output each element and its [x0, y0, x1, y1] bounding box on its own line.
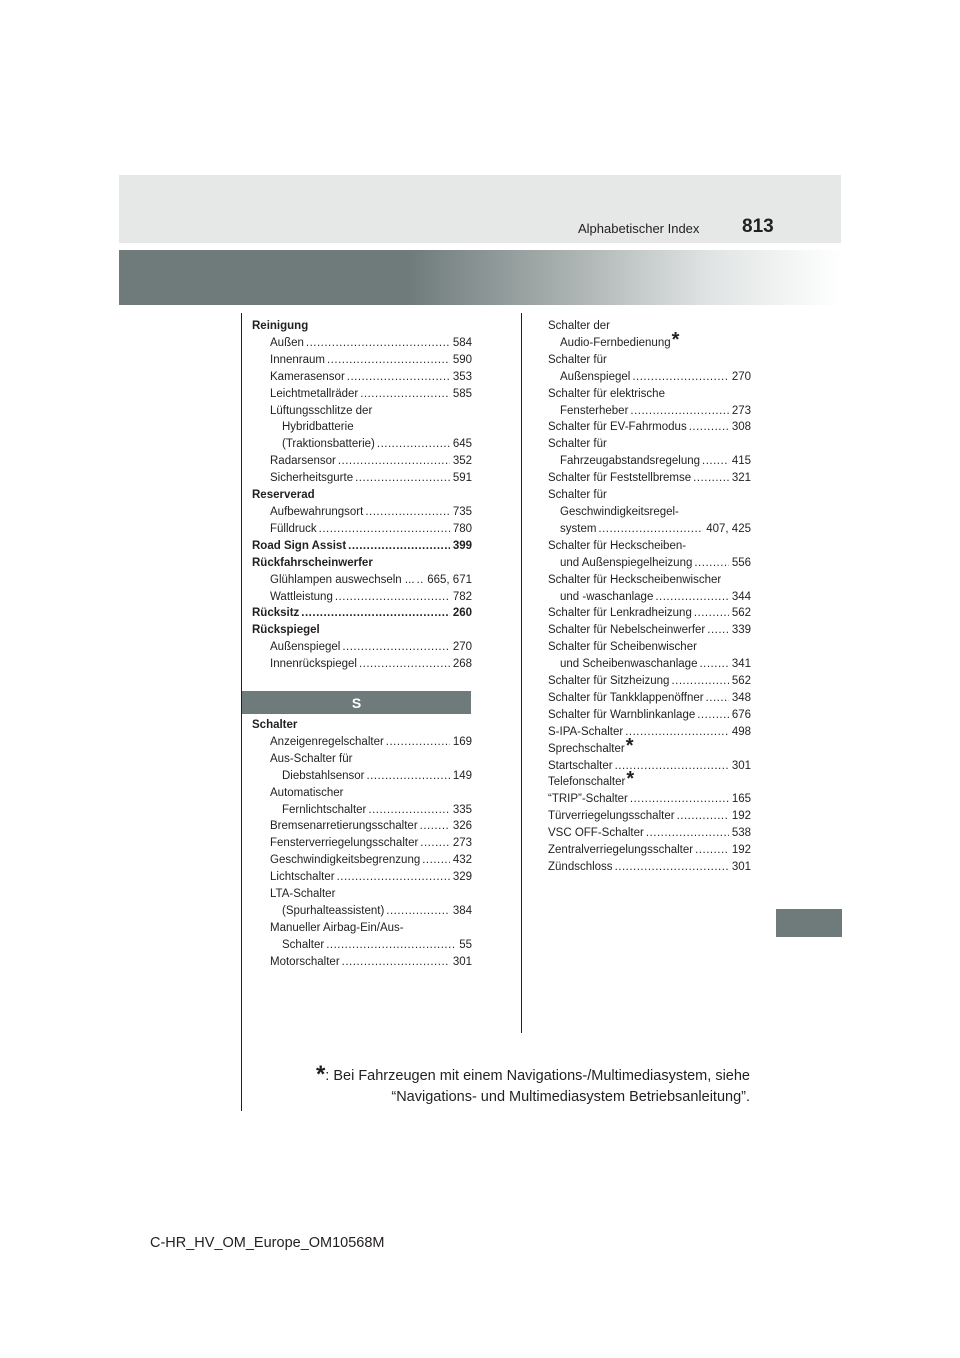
- dot-leader: [359, 656, 450, 673]
- index-entry-page: 301: [452, 955, 472, 968]
- dot-leader: [337, 869, 450, 886]
- dot-leader: [420, 818, 450, 835]
- dot-leader: [677, 808, 729, 825]
- index-entry-page: 348: [731, 691, 751, 704]
- index-entry-term: Schalter für Sitzheizung: [548, 675, 670, 688]
- index-entry-term: Zentralverriegelungsschalter: [548, 844, 694, 857]
- index-entry-page: 270: [731, 370, 751, 383]
- dot-leader: [355, 470, 450, 487]
- dot-leader: [695, 842, 729, 859]
- footnote-line-1: : Bei Fahrzeugen mit einem Navigations-/Multimediasystem, siehe: [325, 1068, 750, 1084]
- footnote: [270, 1061, 750, 1108]
- index-entry-term: Leichtmetallräder: [270, 387, 359, 400]
- index-entry: [548, 487, 751, 504]
- dot-leader: [706, 690, 729, 707]
- dot-leader: [306, 335, 450, 352]
- dot-leader: [366, 768, 449, 785]
- dot-leader: [386, 734, 450, 751]
- index-entry-term: Rückspiegel: [252, 624, 320, 637]
- dot-leader: [327, 352, 450, 369]
- index-entry-page: 780: [452, 522, 472, 535]
- footnote-line-2: “Navigations- und Multimediasystem Betriebsanleitung”.: [391, 1089, 750, 1105]
- index-entry: [548, 825, 751, 842]
- index-entry-page: 591: [452, 472, 472, 485]
- index-entry: [548, 419, 751, 436]
- index-entry: [252, 886, 472, 903]
- index-entry-page: 538: [731, 827, 751, 840]
- index-entry: [252, 386, 472, 403]
- index-entry-term: Schalter der: [548, 320, 611, 332]
- index-entry-page: 735: [452, 505, 472, 518]
- index-entry-term: Sprechschalter: [548, 742, 625, 755]
- index-group-s-continued: [548, 318, 751, 876]
- index-entry-term: Aus-Schalter für: [270, 752, 353, 765]
- index-entry: [548, 673, 751, 690]
- index-entry-term: Schalter für: [548, 438, 607, 451]
- index-entry: [548, 352, 751, 369]
- index-entry: [252, 639, 472, 656]
- index-entry-term: Hybridbatterie: [282, 421, 354, 434]
- dot-leader: [347, 369, 450, 386]
- index-entry-term: Reinigung: [252, 320, 309, 332]
- index-entry-page: 415: [731, 455, 751, 468]
- index-entry: [548, 538, 751, 555]
- index-entry: [548, 436, 751, 453]
- index-entry: [252, 419, 472, 436]
- index-entry: [252, 852, 472, 869]
- index-entry: [252, 318, 472, 335]
- dot-leader: [625, 724, 729, 741]
- index-entry-page: 562: [731, 675, 751, 688]
- index-entry: [252, 555, 472, 572]
- index-entry-term: Schalter für Nebelscheinwerfer: [548, 624, 706, 637]
- index-entry-term: “TRIP”-Schalter: [548, 793, 628, 806]
- index-entry-term: Manueller Airbag-Ein/Aus-: [270, 921, 404, 934]
- dot-leader: [707, 622, 729, 639]
- index-entry-term: Schalter für Scheibenwischer: [548, 641, 697, 654]
- dot-leader: [348, 538, 450, 555]
- index-entry-page: 399: [452, 539, 472, 552]
- index-entry-term: und -waschanlage: [560, 590, 654, 603]
- index-entry: [548, 758, 751, 775]
- index-entry: [548, 656, 751, 673]
- index-group-s: [252, 717, 472, 971]
- index-entry-term: Schalter für Heckscheiben-: [548, 539, 687, 552]
- index-entry: [548, 791, 751, 808]
- index-entry-term: Schalter für Lenkradheizung: [548, 607, 692, 620]
- dot-leader: [422, 852, 450, 869]
- index-entry-term: Fensterverriegelungsschalter: [270, 837, 419, 850]
- index-entry: [252, 954, 472, 971]
- index-entry-page: 676: [731, 708, 751, 721]
- index-entry-term: Startschalter: [548, 759, 613, 772]
- index-entry: [548, 842, 751, 859]
- index-column-right: [548, 318, 751, 876]
- index-entry-term: Außenspiegel: [270, 641, 341, 654]
- index-entry-term: Rücksitz: [252, 607, 300, 620]
- index-entry: [252, 605, 472, 622]
- index-entry-term: Automatischer: [270, 786, 344, 799]
- index-entry: [252, 403, 472, 420]
- index-entry-page: 782: [452, 590, 472, 603]
- index-entry-page: 339: [731, 624, 751, 637]
- index-entry-page: 329: [452, 871, 472, 884]
- index-entry: [548, 690, 751, 707]
- index-entry: [252, 436, 472, 453]
- index-entry-page: 585: [452, 387, 472, 400]
- index-entry-term: Fernlichtschalter: [282, 803, 367, 816]
- index-entry: [548, 724, 751, 741]
- dot-leader: [689, 419, 729, 436]
- index-entry-term: Außenspiegel: [560, 370, 631, 383]
- index-entry: [252, 835, 472, 852]
- index-entry-page: 326: [452, 820, 472, 833]
- index-entry-term: Fensterheber: [560, 404, 629, 417]
- index-entry-term: Schalter für Tankklappenöffner: [548, 691, 704, 704]
- dot-leader: [335, 589, 450, 606]
- index-entry-page: 321: [731, 472, 751, 485]
- index-entry-term: Kamerasensor: [270, 370, 345, 383]
- index-entry-term: Fahrzeugabstandsregelung: [560, 455, 701, 468]
- index-entry-term: Sicherheitsgurte: [270, 472, 354, 485]
- index-entry-term: und Außenspiegelheizung: [560, 556, 693, 569]
- index-entry: [548, 386, 751, 403]
- dot-leader: [386, 903, 450, 920]
- index-entry: [548, 707, 751, 724]
- index-entry-term: Audio-Fernbedienung: [560, 336, 671, 349]
- index-entry-page: 665, 671: [427, 573, 472, 586]
- section-letter-header: S: [242, 691, 471, 714]
- index-entry-page: 590: [452, 353, 472, 366]
- dot-leader: [301, 605, 450, 622]
- index-entry-page: 308: [731, 421, 751, 434]
- dot-leader: [326, 937, 456, 954]
- index-entry: [548, 555, 751, 572]
- index-entry-page: 353: [452, 370, 472, 383]
- index-entry: [252, 470, 472, 487]
- index-group-r: [252, 318, 472, 673]
- index-entry-term: Schalter für: [548, 353, 607, 366]
- index-entry: [252, 352, 472, 369]
- index-entry: [252, 785, 472, 802]
- index-entry-term: Aufbewahrungsort: [270, 505, 364, 518]
- header-gradient-bar: [119, 250, 841, 305]
- index-entry: [548, 403, 751, 420]
- index-entry-term: Innenrückspiegel: [270, 658, 357, 671]
- index-entry-term: Schalter: [252, 719, 298, 731]
- dot-leader: [615, 859, 729, 876]
- dot-leader: [697, 707, 729, 724]
- index-entry-term: Motorschalter: [270, 955, 340, 968]
- index-entry-page: 270: [452, 641, 472, 654]
- index-entry-term: S-IPA-Schalter: [548, 725, 624, 738]
- dot-leader: [598, 521, 703, 538]
- index-entry: Audio-Fernbedienung *: [560, 328, 680, 351]
- index-entry-term: Schalter: [282, 938, 325, 951]
- index-entry-page: 169: [452, 735, 472, 748]
- index-entry-term: Road Sign Assist: [252, 539, 347, 552]
- index-entry: Sprechschalter *: [548, 734, 634, 757]
- section-title: Alphabetischer Index: [578, 221, 700, 236]
- page-header-band: [119, 175, 841, 243]
- index-entry: [252, 622, 472, 639]
- index-entry-term: Geschwindigkeitsregel-: [560, 505, 679, 518]
- dot-leader: [646, 825, 729, 842]
- index-entry: [252, 903, 472, 920]
- index-entry-page: 273: [452, 837, 472, 850]
- index-entry: [548, 572, 751, 589]
- index-entry-page: 432: [452, 854, 472, 867]
- index-entry-term: Außen: [270, 336, 304, 349]
- index-entry-term: Diebstahlsensor: [282, 769, 365, 782]
- index-entry-term: Radarsensor: [270, 455, 336, 468]
- index-entry-term: LTA-Schalter: [270, 888, 336, 901]
- index-entry-term: Schalter für EV-Fahrmodus: [548, 421, 687, 434]
- index-entry-term: Lichtschalter: [270, 871, 335, 884]
- index-entry-term: Zündschloss: [548, 861, 613, 873]
- dot-leader: [655, 589, 728, 606]
- dot-leader: [694, 555, 728, 572]
- index-entry-term: VSC OFF-Schalter: [548, 827, 644, 840]
- index-entry-page: 260: [452, 607, 472, 620]
- index-entry: [252, 818, 472, 835]
- index-entry: [252, 538, 472, 555]
- index-entry-term: (Spurhalteassistent): [282, 904, 385, 917]
- index-entry-page: 407, 425: [706, 522, 751, 535]
- index-entry: [252, 572, 472, 589]
- index-entry-term: Fülldruck: [270, 522, 317, 535]
- index-entry-page: 192: [731, 844, 751, 857]
- index-entry-term: Schalter für Feststellbremse: [548, 472, 692, 485]
- index-entry: [548, 639, 751, 656]
- dot-leader: [420, 835, 450, 852]
- index-entry: [252, 656, 472, 673]
- index-entry: [548, 521, 751, 538]
- index-entry: [252, 521, 472, 538]
- dot-leader: [319, 521, 450, 538]
- dot-leader: [694, 605, 729, 622]
- index-entry-page: 562: [731, 607, 751, 620]
- index-entry-page: 149: [452, 769, 472, 782]
- index-entry-term: Türverriegelungsschalter: [548, 810, 675, 823]
- index-entry-page: 273: [731, 404, 751, 417]
- index-entry: [548, 605, 751, 622]
- index-entry: [252, 453, 472, 470]
- dot-leader: [377, 436, 450, 453]
- footnote-marker: *: [315, 1061, 326, 1088]
- index-entry: [548, 453, 751, 470]
- index-entry-term: Schalter für Heckscheibenwischer: [548, 573, 722, 586]
- index-entry-page: 301: [731, 759, 751, 772]
- index-entry: [252, 589, 472, 606]
- dot-leader: [630, 791, 729, 808]
- index-entry-page: 384: [452, 904, 472, 917]
- index-entry-page: 341: [731, 658, 751, 671]
- index-column-left-s: [252, 717, 472, 971]
- index-entry-term: Wattleistung: [270, 590, 333, 603]
- index-entry-page: 335: [452, 803, 472, 816]
- index-entry-term: Glühlampen auswechseln ...: [270, 573, 415, 586]
- page-number: 813: [742, 216, 774, 237]
- dot-leader: [342, 954, 450, 971]
- index-entry: [252, 768, 472, 785]
- index-entry: Telefonschalter *: [548, 768, 635, 791]
- index-entry: [252, 937, 472, 954]
- index-entry-term: Anzeigenregelschalter: [270, 735, 384, 748]
- index-entry-term: Rückfahrscheinwerfer: [252, 556, 373, 569]
- index-entry: [252, 920, 472, 937]
- index-entry-term: Lüftungsschlitze der: [270, 404, 373, 417]
- dot-leader: [702, 453, 729, 470]
- index-entry-page: 352: [452, 455, 472, 468]
- index-entry: [252, 335, 472, 352]
- dot-leader: [338, 453, 450, 470]
- dot-leader: [699, 656, 728, 673]
- index-entry-term: Innenraum: [270, 353, 325, 366]
- index-entry-page: 498: [731, 725, 751, 738]
- index-entry: [252, 802, 472, 819]
- index-entry-page: 301: [731, 861, 751, 873]
- dot-leader: [416, 572, 424, 589]
- dot-leader: [360, 386, 450, 403]
- index-entry: [548, 318, 751, 335]
- index-entry: [252, 869, 472, 886]
- index-entry-term: Schalter für elektrische: [548, 387, 665, 400]
- index-entry: [548, 470, 751, 487]
- index-entry: [548, 622, 751, 639]
- index-entry: [548, 859, 751, 876]
- dot-leader: [693, 470, 729, 487]
- index-entry: [548, 808, 751, 825]
- index-entry-term: Schalter für: [548, 489, 607, 502]
- index-entry-term: Schalter für Warnblinkanlage: [548, 708, 696, 721]
- index-entry-page: 268: [452, 658, 472, 671]
- index-entry-term: Telefonschalter: [548, 776, 626, 789]
- dot-leader: [632, 369, 728, 386]
- index-entry-page: 584: [452, 336, 472, 349]
- index-entry-term: (Traktionsbatterie): [282, 438, 375, 451]
- index-entry: [548, 589, 751, 606]
- index-entry-page: 165: [731, 793, 751, 806]
- index-entry-term: system: [560, 522, 597, 535]
- index-entry-page: 192: [731, 810, 751, 823]
- index-entry-term: Reserverad: [252, 489, 315, 502]
- index-entry-page: 344: [731, 590, 751, 603]
- document-code: C-HR_HV_OM_Europe_OM10568M: [150, 1235, 385, 1251]
- index-entry: [548, 369, 751, 386]
- dot-leader: [365, 504, 449, 521]
- index-entry: [252, 717, 472, 734]
- dot-leader: [342, 639, 449, 656]
- index-entry: [252, 504, 472, 521]
- index-entry-term: Geschwindigkeitsbegrenzung: [270, 854, 421, 867]
- dot-leader: [630, 403, 728, 420]
- index-entry: [252, 751, 472, 768]
- index-entry-page: 556: [731, 556, 751, 569]
- dot-leader: [671, 673, 728, 690]
- index-entry-page: 55: [459, 938, 472, 951]
- index-entry: [252, 487, 472, 504]
- index-entry-term: und Scheibenwaschanlage: [560, 658, 698, 671]
- dot-leader: [368, 802, 449, 819]
- index-entry: [548, 504, 751, 521]
- index-column-left: [252, 318, 472, 673]
- chapter-side-tab: [776, 909, 842, 937]
- column-divider: [521, 313, 522, 1033]
- index-entry: [252, 734, 472, 751]
- index-entry-page: 645: [452, 438, 472, 451]
- index-entry-term: Bremsenarretierungsschalter: [270, 820, 418, 833]
- index-entry: [252, 369, 472, 386]
